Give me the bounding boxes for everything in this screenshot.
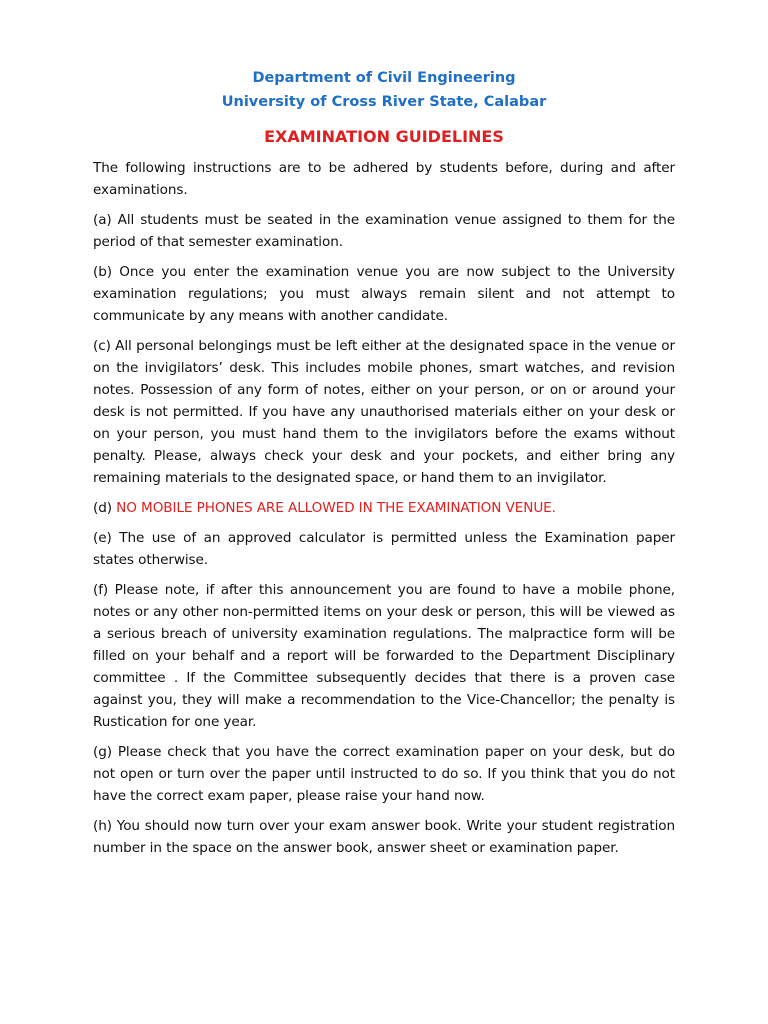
department-name: Department of Civil Engineering: [252, 70, 516, 86]
guideline-d: [93, 497, 675, 519]
guideline-e: (e) The use of an approved calculator is permitted unless the Examination paper states otherwise.: [93, 530, 675, 568]
document-page: [93, 66, 675, 867]
intro-paragraph: The following instructions are to be adhered by students before, during and after examinations.: [93, 160, 675, 198]
guideline-g: (g) Please check that you have the correct examination paper on your desk, but do not open or turn over the paper until instructed to do so. If you think that you do not have the correct exam paper, please raise your hand now.: [93, 744, 675, 804]
guideline-b: (b) Once you enter the examination venue you are now subject to the University examination regulations; you must always remain silent and not attempt to communicate by any means with another candidate.: [93, 264, 675, 324]
guideline-d-label: (d): [93, 500, 117, 516]
guideline-h: (h) You should now turn over your exam answer book. Write your student registration number in the space on the answer book, answer sheet or examination paper.: [93, 818, 675, 856]
guideline-c: (c) All personal belongings must be left either at the designated space in the venue or on the invigilators’ desk. This includes mobile phones, smart watches, and revision notes. Possession of any form of notes, either on your person, or on or around your desk is not permitted. If you have any unauthorised materials either on your desk or on your person, you must hand them to the invigilators before the exams without penalty. Please, always check your desk and your pockets, and either bring any remaining materials to the designated space, or hand them to an invigilator.: [93, 338, 675, 486]
document-title: EXAMINATION GUIDELINES: [264, 127, 504, 146]
mobile-phone-warning: NO MOBILE PHONES ARE ALLOWED IN THE EXAMINATION VENUE.: [116, 500, 556, 516]
guideline-a: (a) All students must be seated in the examination venue assigned to them for the period of that semester examination.: [93, 212, 675, 250]
guideline-f: (f) Please note, if after this announcement you are found to have a mobile phone, notes or any other non-permitted items on your desk or person, this will be viewed as a serious breach of university examination regulations. The malpractice form will be filled on your behalf and a report will be forwarded to the Department Disciplinary committee . If the Committee subsequently decides that there is a proven case against you, they will make a recommendation to the Vice-Chancellor; the penalty is Rustication for one year.: [93, 582, 675, 730]
university-name: University of Cross River State, Calabar: [221, 94, 547, 110]
